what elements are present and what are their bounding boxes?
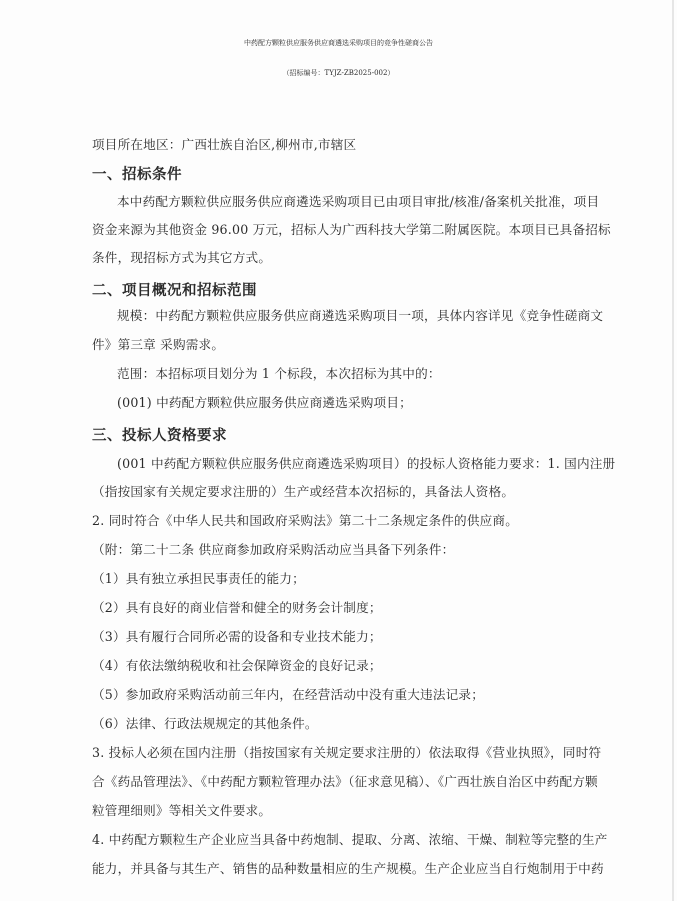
section-1-line: 资金来源为其他资金 96.00 万元，招标人为广西科技大学第二附属医院。本项目已具备招标 (92, 222, 611, 237)
section-2-line: 规模：中药配方颗粒供应服务供应商遴选采购项目一项，具体内容详见《竞争性磋商文 (117, 308, 604, 323)
scan-edge-shadow (672, 0, 674, 901)
section-1-line: 条件，现招标方式为其它方式。 (92, 250, 272, 265)
section-3-line: （6）法律、行政法规规定的其他条件。 (92, 716, 318, 731)
section-2-line: 范围：本招标项目划分为 1 个标段，本次招标为其中的： (117, 366, 441, 381)
project-location: 项目所在地区：广西壮族自治区,柳州市,市辖区 (92, 137, 357, 152)
section-3-line: 能力，并具备与其生产、销售的品种数量相应的生产规模。生产企业应当自行炮制用于中药 (92, 861, 604, 876)
section-3-heading: 三、投标人资格要求 (92, 428, 227, 444)
section-3-line: (001 中药配方颗粒供应服务供应商遴选采购项目）的投标人资格能力要求：1. 国内注册 (117, 456, 616, 471)
section-3-line: （5）参加政府采购活动前三年内，在经营活动中没有重大违法记录； (92, 687, 485, 702)
section-3-line: （2）具有良好的商业信誉和健全的财务会计制度； (92, 600, 382, 615)
section-3-line: 4. 中药配方颗粒生产企业应当具备中药炮制、提取、分离、浓缩、干燥、制粒等完整的生产 (92, 832, 608, 847)
document-title: 中药配方颗粒供应服务供应商遴选采购项目的竞争性磋商公告 (244, 39, 433, 47)
section-1-heading: 一、招标条件 (92, 167, 182, 183)
section-2-line: 件》第三章 采购需求。 (92, 337, 225, 352)
section-3-line: （1）具有独立承担民事责任的能力； (92, 571, 305, 586)
section-3-line: （指按国家有关规定要求注册的）生产或经营本次招标的，具备法人资格。 (92, 484, 515, 499)
section-2-line: (001) 中药配方颗粒供应服务供应商遴选采购项目； (117, 395, 412, 410)
section-2-heading: 二、项目概况和招标范围 (92, 283, 257, 299)
section-3-line: 2. 同时符合《中华人民共和国政府采购法》第二十二条规定条件的供应商。 (92, 513, 519, 528)
section-3-line: （附：第二十二条 供应商参加政府采购活动应当具备下列条件： (92, 542, 455, 557)
section-3-line: 3. 投标人必须在国内注册（指按国家有关规定要求注册的）依法取得《营业执照》，同时符 (92, 745, 602, 760)
section-1-line: 本中药配方颗粒供应服务供应商遴选采购项目已由项目审批/核准/备案机关批准，项目 (117, 194, 600, 209)
bid-number: （招标编号：TYJZ-ZB2025-002） (282, 69, 395, 77)
section-3-line: （4）有依法缴纳税收和社会保障资金的良好记录； (92, 658, 382, 673)
section-3-line: 合《药品管理法》、《中药配方颗粒管理办法》（征求意见稿）、《广西壮族自治区中药配方颗 (92, 774, 598, 789)
section-3-line: （3）具有履行合同所必需的设备和专业技术能力； (92, 629, 382, 644)
section-3-line: 粒管理细则》等相关文件要求。 (92, 803, 272, 818)
